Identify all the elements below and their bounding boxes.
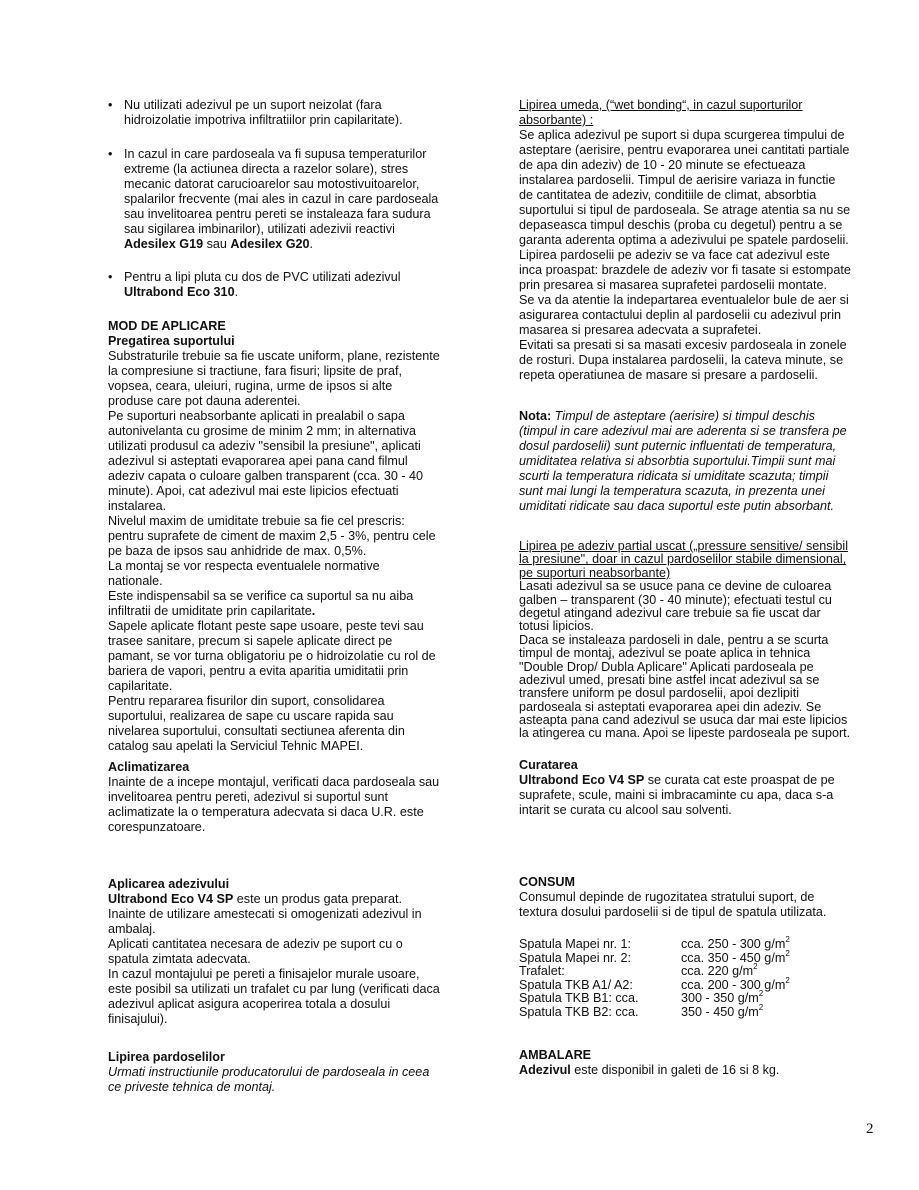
text-segment: minute). Apoi, cat adezivul mai este lipicios efectuati: [108, 484, 399, 498]
text-segment: galben – transparent (30 - 40 minute); efectuati testul cu: [519, 592, 832, 607]
text-segment: asteapta pana cand adezivul se usuca dar mai este lipicios: [519, 713, 848, 728]
text-segment: capilaritate.: [108, 679, 173, 693]
text-segment: produse care pot dauna aderentei.: [108, 394, 301, 408]
text-line: [519, 875, 904, 890]
text-line: [519, 128, 904, 143]
text-segment: transfere uniform pe dosul pardoselii, apoi dezlipiti: [519, 686, 800, 701]
text-line: [124, 285, 478, 300]
text-segment: este disponibil in galeti de 16 si 8 kg.: [570, 1063, 780, 1077]
text-line: [108, 559, 478, 574]
text-line: [108, 409, 478, 424]
text-line: [124, 222, 478, 237]
text-segment: Se aplica adezivul pe suport si dupa scurgerea timpului de: [519, 128, 845, 142]
text-segment: Substraturile trebuie sa fie uscate uniform, plane, rezistente: [108, 349, 440, 363]
value-text: 350 - 450 g/m: [681, 1004, 759, 1019]
tool-name: Trafalet:: [519, 964, 565, 978]
unit-exponent: 2: [785, 948, 790, 958]
text-line: [519, 293, 904, 308]
text-line: [519, 580, 904, 593]
text-line: [519, 98, 904, 113]
text-segment: inca proaspat: brazdele de adeziv vor fi tasate si estompate: [519, 263, 851, 277]
consumption-value: [681, 989, 764, 1006]
text-line: [519, 620, 904, 633]
text-line: [108, 679, 478, 694]
text-segment: Adesilex G20: [230, 237, 310, 251]
text-line: [108, 544, 478, 559]
text-segment: Nivelul maxim de umiditate trebuie sa fie cel prescris:: [108, 514, 405, 528]
text-line: [108, 907, 478, 922]
text-segment: Este indispensabil sa se verifice ca suportul sa nu aiba: [108, 589, 414, 603]
text-line: [519, 484, 904, 499]
text-line: [519, 278, 904, 293]
text-line: [108, 952, 478, 967]
text-segment: Lasati adezivul sa se usuce pana ce devine de culoarea: [519, 579, 832, 594]
text-line: [519, 424, 904, 439]
text-segment: .: [309, 237, 314, 251]
text-line: [519, 368, 904, 383]
section-lipirea-partial-uscat: [519, 540, 904, 741]
text-segment: trasee sanitare, precum si sapele aplicate direct pe: [108, 634, 393, 648]
text-segment: sau sigilarea imbinarilor), utilizati adezivii reactivi: [124, 222, 395, 236]
text-line: [108, 319, 478, 334]
text-segment: asteptare (aerisire, pentru evaporarea unei cantitati partiale: [519, 143, 850, 157]
text-segment: Pregatirea suportului: [108, 334, 235, 348]
text-line: [124, 270, 478, 285]
section-lipirea-pardoselilor: [108, 1050, 478, 1095]
text-line: [108, 1012, 478, 1027]
text-segment: .: [311, 604, 316, 618]
text-segment: repeta operatiunea de masare si presare a pardoselii.: [519, 368, 818, 382]
text-line: [519, 727, 904, 740]
text-segment: hidroizolatie impotriva infiltratiilor prin capilaritate).: [124, 113, 403, 127]
text-line: [108, 877, 478, 892]
text-line: [519, 701, 904, 714]
text-line: [519, 674, 904, 687]
text-segment: de rosturi. Dupa instalarea pardoselii, la cateva minute, se: [519, 353, 844, 367]
text-line: [519, 905, 904, 920]
text-segment: .: [234, 285, 239, 299]
text-line: [108, 439, 478, 454]
text-line: [519, 607, 904, 620]
consumption-value: [681, 962, 758, 979]
text-segment: vopsea, ceara, uleiuri, rugina, urme de ipsos si alte: [108, 379, 393, 393]
text-segment: adeziv capata o culoare galben transparent (cca. 30 - 40: [108, 469, 424, 483]
page-number: 2: [866, 1121, 874, 1137]
consum-row: [519, 948, 790, 966]
text-line: [108, 997, 478, 1012]
text-line: [519, 409, 904, 424]
text-segment: scurti la temperatura ridicata si umiditate scazuta; timpii: [519, 469, 829, 483]
text-line: [124, 147, 478, 162]
text-segment: suportului, realizarea de sape cu uscare rapida sau: [108, 709, 394, 723]
text-line: [519, 661, 904, 674]
text-line: [108, 709, 478, 724]
text-line: [108, 937, 478, 952]
bullet-item: [108, 147, 478, 252]
text-segment: Ultrabond Eco V4 SP: [519, 773, 645, 787]
text-line: [519, 248, 904, 263]
text-segment: este posibil sa utilizati un trafalet cu par lung (verificati daca: [108, 982, 440, 996]
text-segment: Aplicati cantitatea necesara de adeziv pe suport cu o: [108, 937, 403, 951]
value-text: cca. 220 g/m: [681, 964, 754, 978]
value-text: cca. 200 - 300 g/m: [681, 977, 786, 992]
section-ambalare: [519, 1048, 904, 1078]
text-line: [124, 162, 478, 177]
text-line: [519, 188, 904, 203]
text-segment: extreme (la actiunea directa a razelor solare), stres: [124, 162, 409, 176]
text-line: [108, 982, 478, 997]
text-segment: Nota:: [519, 409, 552, 423]
text-segment: umiditati ridicate sau daca suportul este putin absorbant.: [519, 499, 835, 513]
text-segment: Daca se instaleaza pardoseli in dale, pentru a se scurta: [519, 632, 829, 647]
section-lipirea-umeda: [519, 98, 904, 383]
text-segment: "Double Drop/ Dubla Aplicare" Aplicati pardoseala pe: [519, 659, 814, 674]
text-segment: degetul atingand adezivul care trebuie sa fie uscat dar: [519, 605, 821, 620]
text-line: [519, 173, 904, 188]
tool-name: Spatula TKB B2: cca.: [519, 1004, 639, 1019]
text-segment: Urmati instructiunile producatorului de pardoseala in ceea: [108, 1065, 430, 1079]
section-consum: [519, 875, 904, 920]
tool-name: Spatula TKB A1/ A2:: [519, 977, 633, 992]
text-segment: AMBALARE: [519, 1048, 592, 1062]
section-mod-de-aplicare: [108, 319, 478, 754]
text-segment: catalog sau apelati la Serviciul Tehnic MAPEI.: [108, 739, 364, 753]
text-segment: aclimatizate la o temperatura adecvata si daca U.R. este: [108, 805, 424, 819]
text-line: [519, 454, 904, 469]
text-segment: instalarea pardoselii. Timpul de aerisire variaza in functie: [519, 173, 836, 187]
text-segment: de apa din adeziv) de 10 - 20 minute se efectueaza: [519, 158, 806, 172]
text-segment: sau invelitoarea pentru pereti se instaleaza fara sudura: [124, 207, 431, 221]
text-line: [519, 714, 904, 727]
text-segment: Timpul de asteptare (aerisire) si timpul deschis: [551, 409, 815, 423]
text-segment: spatula zimtata adecvata.: [108, 952, 251, 966]
text-line: [519, 143, 904, 158]
text-segment: pe baza de ipsos sau anhidride de max. 0,5%.: [108, 544, 367, 558]
text-line: [519, 1048, 904, 1063]
text-segment: garanta aderenta optima a adezivului pe spatele pardoselii.: [519, 233, 849, 247]
text-segment: Pe suporturi neabsorbante aplicati in prealabil o sapa: [108, 409, 405, 423]
text-line: [108, 379, 478, 394]
consumption-value: [681, 948, 790, 966]
text-segment: bariera de vapori, pentru a evita aparitia umiditatii prin: [108, 664, 409, 678]
text-segment: La montaj se vor respecta eventualele normative: [108, 559, 380, 573]
text-segment: ambalaj.: [108, 922, 156, 936]
text-segment: MOD DE APLICARE: [108, 319, 226, 333]
bullet-icon: •: [108, 270, 113, 284]
text-line: [108, 892, 478, 907]
text-line: [519, 788, 904, 803]
text-segment: Adezivul: [519, 1063, 571, 1077]
text-segment: In cazul in care pardoseala va fi supusa temperaturilor: [124, 147, 427, 161]
text-segment: infiltratii de umiditate prin capilaritate: [108, 604, 312, 618]
text-line: [124, 177, 478, 192]
value-text: cca. 250 - 300 g/m: [681, 937, 786, 951]
text-segment: Aclimatizarea: [108, 760, 190, 774]
text-segment: este un produs gata preparat.: [233, 892, 402, 906]
bullet-item: [108, 98, 478, 128]
text-line: [519, 158, 904, 173]
text-segment: prin presarea si masarea suprafetei pardoselii montate.: [519, 278, 828, 292]
text-line: [519, 338, 904, 353]
text-segment: la presiune", doar in cazul pardoselilor stabile dimensional,: [519, 552, 847, 567]
text-line: [124, 113, 478, 128]
text-line: [519, 203, 904, 218]
text-line: [519, 540, 904, 553]
consum-table: [519, 935, 790, 1019]
text-segment: Pentru a lipi pluta cu dos de PVC utilizati adezivul: [124, 270, 401, 284]
text-line: [108, 1080, 478, 1095]
text-line: [124, 207, 478, 222]
text-segment: totusi lipicios.: [519, 619, 594, 634]
text-segment: Consumul depinde de rugozitatea stratului suport, de: [519, 890, 815, 904]
text-segment: instalarea.: [108, 499, 167, 513]
text-segment: corespunzatoare.: [108, 820, 206, 834]
text-segment: dosul pardoselii) sunt puternic influentati de temperatura,: [519, 439, 837, 453]
text-segment: absorbante) :: [519, 113, 594, 127]
text-segment: Lipirea umeda, (“wet bonding“, in cazul suporturilor: [519, 98, 803, 112]
text-segment: (timpul in care adezivul mai are aderenta si se transfera pe: [519, 424, 847, 438]
consum-row: [519, 1002, 790, 1020]
bullet-icon: •: [108, 147, 113, 161]
text-segment: Adesilex G19: [124, 237, 204, 251]
text-segment: pe suporturi neabsorbante): [519, 565, 671, 580]
text-line: [108, 349, 478, 364]
text-line: [108, 664, 478, 679]
text-line: [108, 454, 478, 469]
text-segment: Inainte de a incepe montajul, verificati daca pardoseala sau: [108, 775, 440, 789]
text-segment: adezivul si asteptati evaporarea apei pana cand filmul: [108, 454, 408, 468]
text-segment: ce priveste tehnica de montaj.: [108, 1080, 276, 1094]
text-segment: utilizati produsul ca adeziv "sensibil la presiune", aplicati: [108, 439, 421, 453]
text-segment: adezivul umed, presati bine astfel incat adezivul sa se: [519, 672, 820, 687]
text-line: [108, 484, 478, 499]
text-segment: Ultrabond Eco V4 SP: [108, 892, 234, 906]
unit-exponent: 2: [785, 935, 790, 944]
text-segment: Lipirea pardoselilor: [108, 1050, 225, 1064]
consum-row: [519, 975, 790, 993]
text-segment: masarea si presarea adecvata a suprafetei.: [519, 323, 762, 337]
text-segment: la atingerea cu mana. Apoi se lipeste pardoseala pe suport.: [519, 726, 851, 741]
text-line: [519, 353, 904, 368]
text-line: [519, 647, 904, 660]
text-line: [108, 1065, 478, 1080]
text-line: [519, 553, 904, 566]
consum-row: [519, 962, 790, 979]
consumption-value: [681, 935, 790, 952]
text-segment: CONSUM: [519, 875, 575, 889]
consumption-value: [681, 1002, 764, 1020]
text-segment: autonivelanta cu grosime de minim 2 mm; in alternativa: [108, 424, 416, 438]
text-segment: timpul de montaj, adezivul se poate aplica in tehnica: [519, 646, 811, 661]
text-segment: de cantitatea de adeziv, conditiile de climat, absorbtia: [519, 188, 817, 202]
text-line: [519, 469, 904, 484]
text-line: [108, 604, 478, 619]
text-line: [519, 218, 904, 233]
text-line: [108, 820, 478, 835]
text-line: [108, 394, 478, 409]
text-line: [108, 805, 478, 820]
text-line: [108, 1050, 478, 1065]
text-segment: suportului si tipul de pardoseala. Se atrage atentia sa nu se: [519, 203, 851, 217]
text-line: [108, 775, 478, 790]
text-segment: Lipirea pardoselii pe adeziv se va face cat adezivul este: [519, 248, 830, 262]
bullet-item: [108, 270, 478, 300]
unit-exponent: 2: [758, 1002, 764, 1012]
section-curatarea: [519, 758, 904, 818]
text-segment: Ultrabond Eco 310: [124, 285, 235, 299]
text-segment: asigurarea contactului deplin al pardoselii cu adezivul prin: [519, 308, 842, 322]
value-text: 300 - 350 g/m: [681, 991, 759, 1005]
tool-name: Spatula Mapei nr. 1:: [519, 937, 632, 951]
consum-row: [519, 935, 790, 952]
text-segment: nivelarea suportului, consultati sectiunea aferenta din: [108, 724, 405, 738]
text-line: [519, 890, 904, 905]
text-line: [108, 760, 478, 775]
text-segment: suprafete, scule, maini si imbracaminte cu apa, daca s-a: [519, 788, 834, 802]
text-segment: Nu utilizati adezivul pe un suport neizolat (fara: [124, 98, 382, 112]
text-line: [519, 233, 904, 248]
unit-exponent: 2: [758, 989, 764, 998]
value-text: cca. 350 - 450 g/m: [681, 950, 786, 965]
text-segment: se curata cat este proaspat de pe: [644, 773, 835, 787]
section-aplicarea-adezivului: [108, 877, 478, 1027]
text-line: [519, 687, 904, 700]
section-nota: [519, 409, 904, 514]
text-line: [108, 364, 478, 379]
text-line: [108, 574, 478, 589]
text-segment: textura dosului pardoselii si de tipul de spatula utilizata.: [519, 905, 827, 919]
text-segment: Lipirea pe adeziv partial uscat („pressure sensitive/ sensibil: [519, 539, 848, 553]
text-line: [108, 514, 478, 529]
text-segment: depaseasca timpul deschis (proba cu degetul) pentru a se: [519, 218, 843, 232]
text-segment: adezivul aplicat asigura acoperirea totala a dosului: [108, 997, 391, 1011]
text-line: [519, 567, 904, 580]
text-line: [519, 758, 904, 773]
text-segment: Evitati sa presati si sa masati excesiv pardoseala in zonele: [519, 338, 847, 352]
bullet-icon: •: [108, 98, 113, 112]
consumption-value: [681, 975, 790, 993]
text-line: [108, 334, 478, 349]
text-line: [519, 308, 904, 323]
text-line: [124, 192, 478, 207]
text-segment: nationale.: [108, 574, 163, 588]
text-line: [519, 499, 904, 514]
text-line: [108, 967, 478, 982]
text-segment: Curatarea: [519, 758, 578, 772]
text-line: [108, 694, 478, 709]
unit-exponent: 2: [753, 962, 758, 971]
text-segment: Inainte de utilizare amestecati si omogenizati adezivul in: [108, 907, 422, 921]
text-line: [519, 773, 904, 788]
text-line: [519, 594, 904, 607]
text-segment: Aplicarea adezivului: [108, 877, 230, 891]
text-segment: la compresiune si tractiune, fara fisuri; lipsite de praf,: [108, 364, 402, 378]
text-line: [519, 263, 904, 278]
text-segment: In cazul montajului pe pereti a finisajelor murale usoare,: [108, 967, 420, 981]
text-line: [108, 634, 478, 649]
text-segment: invelitoarea pentru pereti, adezivul si suportul sunt: [108, 790, 389, 804]
text-line: [124, 237, 478, 252]
text-segment: Sapele aplicate flotant peste sape usoare, peste tevi sau: [108, 619, 424, 633]
text-line: [108, 724, 478, 739]
text-line: [108, 589, 478, 604]
unit-exponent: 2: [785, 975, 790, 985]
text-line: [519, 113, 904, 128]
tool-name: Spatula Mapei nr. 2:: [519, 950, 632, 965]
text-line: [108, 424, 478, 439]
text-segment: spalarilor frecvente (mai ales in cazul in care pardoseala: [124, 192, 439, 206]
text-line: [108, 619, 478, 634]
consum-row: [519, 989, 790, 1006]
text-segment: pamant, se vor turna obligatoriu pe o hidroizolatie cu rol de: [108, 649, 436, 663]
text-line: [519, 439, 904, 454]
text-line: [108, 739, 478, 754]
text-line: [108, 499, 478, 514]
text-line: [108, 649, 478, 664]
text-line: [519, 1063, 904, 1078]
text-line: [519, 323, 904, 338]
text-segment: pardoseala si asteptati evaporarea apei din adeziv. Se: [519, 699, 822, 714]
text-segment: Pentru repararea fisurilor din suport, consolidarea: [108, 694, 385, 708]
text-line: [519, 634, 904, 647]
text-segment: pentru suprafete de ciment de maxim 2,5 - 3%, pentru cele: [108, 529, 436, 543]
text-segment: mecanic datorat carucioarelor sau motostivuitoarelor,: [124, 177, 420, 191]
text-segment: intarit se curata cu alcool sau solventi.: [519, 803, 732, 817]
text-segment: sau: [203, 237, 231, 251]
section-aclimatizarea: [108, 760, 478, 835]
text-segment: Se va da atentie la indepartarea eventualelor bule de aer si: [519, 293, 849, 307]
text-line: [108, 529, 478, 544]
text-segment: umiditatea relativa si absorbtia suportului.Timpii sunt mai: [519, 454, 836, 468]
text-line: [124, 98, 478, 113]
text-line: [108, 922, 478, 937]
text-segment: sunt mai lungi la temperatura scazuta, in prezenta unei: [519, 484, 825, 498]
text-line: [108, 790, 478, 805]
text-line: [108, 469, 478, 484]
tool-name: Spatula TKB B1: cca.: [519, 991, 639, 1005]
text-line: [519, 803, 904, 818]
text-segment: finisajului).: [108, 1012, 168, 1026]
